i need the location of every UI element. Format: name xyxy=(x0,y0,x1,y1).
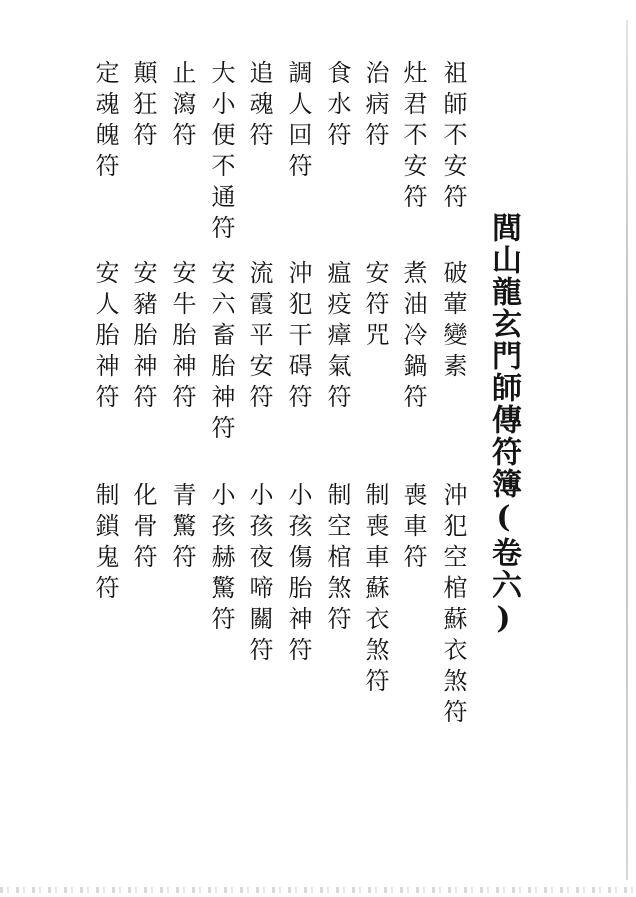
talisman-entry: 小孩傷胎神符 xyxy=(284,482,312,668)
talisman-entry: 沖犯空棺蘇衣煞符 xyxy=(439,482,467,730)
talisman-entry: 調人回符 xyxy=(284,60,312,184)
talisman-entry: 安符咒 xyxy=(361,260,389,353)
talisman-entry: 制喪車蘇衣煞符 xyxy=(361,482,389,699)
talisman-entry: 沖犯干碍符 xyxy=(284,260,312,415)
talisman-entry: 流霞平安符 xyxy=(245,260,273,415)
talisman-entry: 小孩赫驚符 xyxy=(207,482,235,637)
talisman-entry: 青驚符 xyxy=(168,482,196,575)
talisman-entry: 瘟疫瘴氣符 xyxy=(323,260,351,415)
talisman-entry: 喪車符 xyxy=(399,482,427,575)
scan-noise-strip xyxy=(0,887,636,893)
talisman-entry: 大小便不通符 xyxy=(207,60,235,246)
scan-edge-shadow xyxy=(626,20,628,880)
talisman-entry: 安牛胎神符 xyxy=(168,260,196,415)
talisman-entry: 小孩夜啼關符 xyxy=(245,482,273,668)
talisman-entry: 定魂魄符 xyxy=(91,60,119,184)
talisman-entry: 安六畜胎神符 xyxy=(207,260,235,446)
talisman-entry: 煮油冷鍋符 xyxy=(399,260,427,415)
talisman-entry: 灶君不安符 xyxy=(399,60,427,215)
talisman-entry: 顛狂符 xyxy=(129,60,157,153)
talisman-entry: 安豬胎神符 xyxy=(129,260,157,415)
talisman-entry: 破葷變素 xyxy=(439,260,467,384)
page-title: 閭山龍玄門師傳符簿(卷六) xyxy=(486,212,521,638)
talisman-entry: 制鎖鬼符 xyxy=(91,482,119,606)
talisman-entry: 止瀉符 xyxy=(168,60,196,153)
talisman-entry: 治病符 xyxy=(361,60,389,153)
talisman-entry: 追魂符 xyxy=(245,60,273,153)
talisman-entry: 安人胎神符 xyxy=(91,260,119,415)
talisman-entry: 制空棺煞符 xyxy=(323,482,351,637)
talisman-entry: 化骨符 xyxy=(129,482,157,575)
talisman-entry: 祖師不安符 xyxy=(439,60,467,215)
talisman-entry: 食水符 xyxy=(323,60,351,153)
